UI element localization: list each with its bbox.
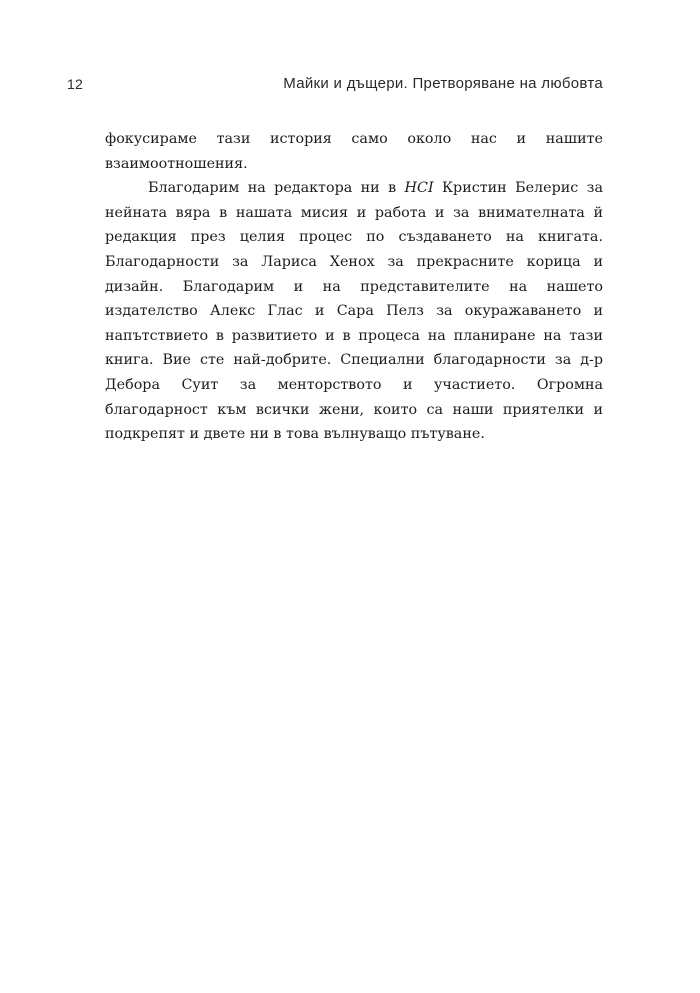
paragraph-text-start: Благодарим на редактора ни в <box>148 180 405 197</box>
running-head-title: Майки и дъщери. Претворяване на любовта <box>283 75 603 92</box>
paragraph-text-rest: Кристин Белерис за нейната вяра в нашата мисия и работа и за внимателната й редакция през целия процес по създаването на книгата. Благодарности за Лариса Хенох за прекрасните корица и дизайн. Благодарим и на представителите на нашето издателство Алекс Глас и Сара Пелз за окуражаването и напътствието в развитието и в процеса на планиране на тази книга. Вие сте най-добрите. Специални благодарности за д-р Дебора Суит за менторството и участието. Огромна благодарност към всички жени, които са наши приятелки и подкрепят и двете ни в това вълнуващо пътуване. <box>105 180 604 443</box>
paragraph-acknowledgements <box>105 176 603 447</box>
publisher-abbreviation: HCI <box>404 180 434 197</box>
body-text <box>105 127 603 447</box>
page-number: 12 <box>67 76 83 92</box>
paragraph-continuation: фокусираме тази история само около нас и нашите взаимоотношения. <box>105 131 603 172</box>
